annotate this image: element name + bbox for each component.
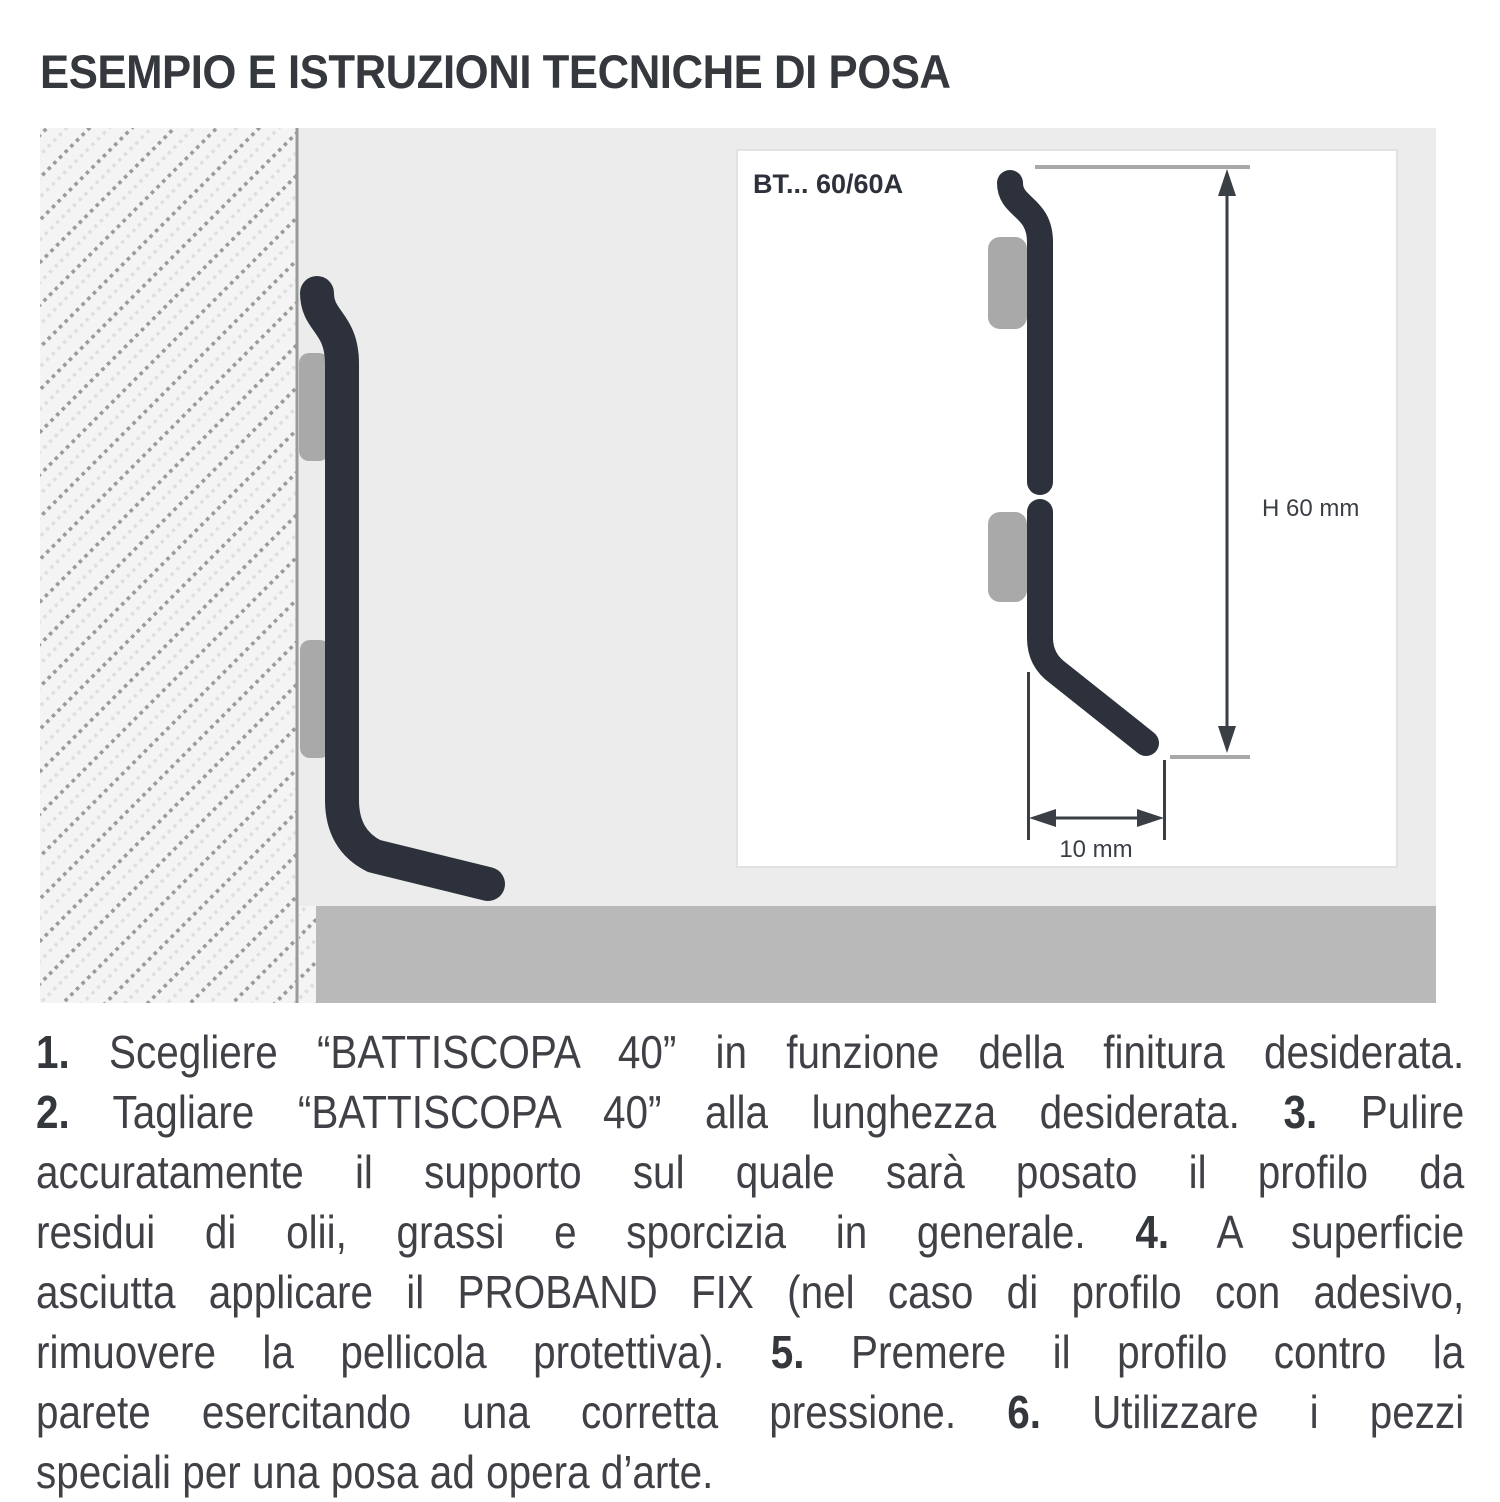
instruction-line xyxy=(36,1382,1464,1442)
instruction-step-number: 3. xyxy=(1283,1086,1318,1138)
instruction-step-number: 6. xyxy=(1007,1386,1041,1438)
page-title: ESEMPIO E ISTRUZIONI TECNICHE DI POSA xyxy=(40,45,951,98)
instruction-step-number: 2. xyxy=(36,1086,70,1138)
instruction-text: speciali per una posa ad opera d’arte. xyxy=(36,1446,714,1498)
instruction-line xyxy=(36,1142,1464,1202)
instruction-line xyxy=(36,1022,1464,1082)
wall-hatch-section xyxy=(40,128,296,1003)
instruction-line xyxy=(36,1322,1464,1382)
instruction-text: Premere il profilo contro la xyxy=(804,1326,1465,1378)
instruction-text: rimuovere la pellicola protettiva). xyxy=(36,1326,771,1378)
instruction-line xyxy=(36,1082,1464,1142)
instruction-text: Scegliere “BATTISCOPA 40” in funzione della finitura desiderata. xyxy=(69,1026,1465,1078)
instruction-line xyxy=(36,1262,1464,1322)
height-dimension-label: H 60 mm xyxy=(1262,495,1360,522)
width-dimension-label: 10 mm xyxy=(1059,836,1133,863)
instruction-text: residui di olii, grassi e sporcizia in generale. xyxy=(36,1206,1136,1258)
instruction-text: Tagliare “BATTISCOPA 40” alla lunghezza desiderata. xyxy=(69,1086,1284,1138)
instruction-step-number: 4. xyxy=(1135,1206,1170,1258)
instruction-line xyxy=(36,1202,1464,1262)
installation-diagram xyxy=(40,128,1436,1003)
instruction-line xyxy=(36,1442,1464,1502)
instruction-text: Pulire xyxy=(1317,1086,1465,1138)
inset-adhesive-pad-lower xyxy=(988,512,1027,602)
instruction-step-number: 1. xyxy=(36,1026,70,1078)
instruction-text: parete esercitando una corretta pressione. xyxy=(36,1386,1008,1438)
instruction-text: A superficie xyxy=(1169,1206,1465,1258)
instructions xyxy=(36,1022,1464,1502)
instruction-step-number: 5. xyxy=(770,1326,805,1378)
inset-adhesive-pad-upper xyxy=(988,237,1027,329)
instruction-text: accuratamente il supporto sul quale sarà posato il profilo da xyxy=(36,1146,1465,1198)
adhesive-pad-upper xyxy=(299,353,329,461)
floor-slab xyxy=(316,906,1436,1003)
instruction-text: Utilizzare i pezzi xyxy=(1040,1386,1465,1438)
inset-profile-code: BT... 60/60A xyxy=(753,169,904,199)
instruction-text: asciutta applicare il PROBAND FIX (nel caso di profilo con adesivo, xyxy=(36,1266,1465,1318)
wall-hatch-below-floor xyxy=(299,906,316,1003)
